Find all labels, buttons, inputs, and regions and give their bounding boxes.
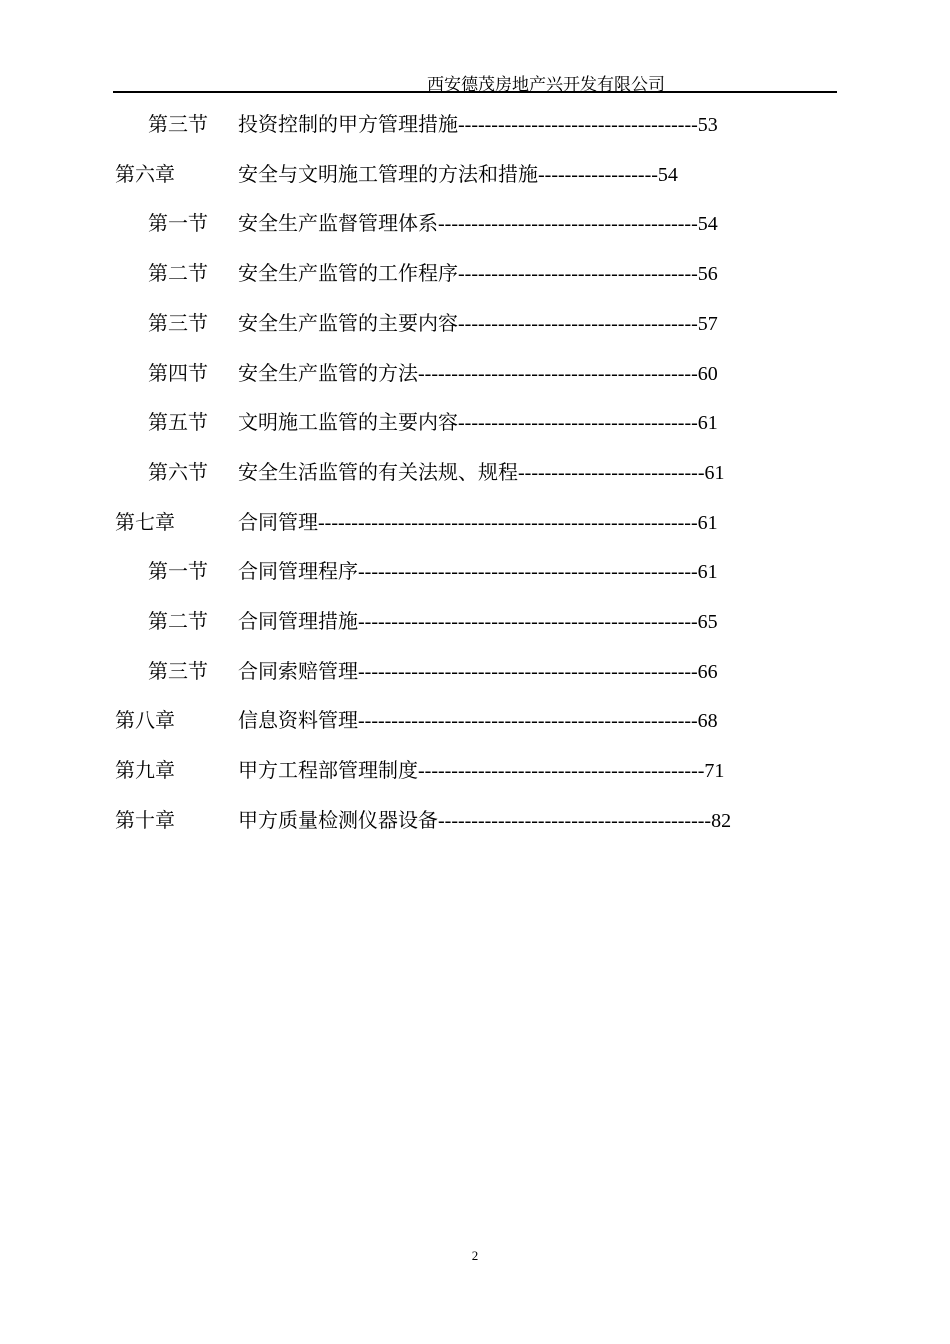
toc-entry-title-line: [238, 605, 718, 634]
toc-section-number: 第一节: [148, 559, 208, 584]
toc-section-number: 第三节: [148, 310, 208, 335]
toc-entry-leader-page: ---------------------------------------------------------61: [318, 511, 718, 534]
toc-entry-title-line: [238, 257, 718, 286]
header-rule: [113, 91, 837, 93]
toc-chapter-number: 第十章: [115, 807, 175, 832]
toc-entry-title: 安全生产监管的主要内容: [238, 310, 458, 335]
toc-entry-leader-page: ---------------------------------------54: [438, 213, 718, 236]
toc-entry-leader-page: ------------------------------------61: [458, 412, 718, 435]
toc-section-number: 第三节: [148, 658, 208, 683]
toc-entry-leader-page: ------------------------------------56: [458, 263, 718, 286]
toc-entry-title: 合同管理: [238, 509, 318, 534]
toc-entry-leader-page: ------------------------------------------60: [418, 362, 718, 385]
toc-entry-leader-page: ------------------------------------57: [458, 312, 718, 335]
toc-entry-title: 合同索赔管理: [238, 658, 358, 683]
page-header-company: 西安德茂房地产兴开发有限公司: [427, 75, 665, 95]
toc-section-number: 第二节: [148, 609, 208, 633]
toc-entry-title: 甲方质量检测仪器设备: [238, 807, 438, 832]
toc-entry-title-line: [238, 307, 718, 336]
toc-section-number: 第六节: [148, 459, 208, 484]
toc-entry-leader-page: ------------------54: [538, 163, 678, 186]
toc-section-number: 第三节: [148, 112, 208, 136]
toc-entry-title: 安全生产监督管理体系: [238, 211, 438, 236]
toc-entry-title-line: [238, 555, 718, 584]
toc-entry-title: 甲方工程部管理制度: [238, 758, 418, 783]
toc-section-number: 第五节: [148, 410, 208, 435]
toc-section-number: 第四节: [148, 360, 208, 385]
toc-chapter-number: 第七章: [115, 509, 175, 534]
toc-entry-title-line: [238, 704, 718, 733]
toc-entry-leader-page: ----------------------------61: [518, 461, 725, 484]
toc-entry-title-line: [238, 158, 678, 187]
page-number: 2: [471, 1248, 479, 1263]
toc-entry-title-line: [238, 655, 718, 684]
toc-entry-title-line: [238, 804, 731, 833]
toc-entry-leader-page: ------------------------------------53: [458, 114, 718, 136]
toc-entry-title-line: [238, 754, 724, 783]
toc-entry-title-line: [238, 406, 718, 435]
toc-entry-title: 合同管理程序: [238, 559, 358, 584]
toc-section-number: 第一节: [148, 211, 208, 236]
toc-entry-title: 安全生产监管的方法: [238, 360, 418, 385]
toc-entry-title: 安全生产监管的工作程序: [238, 261, 458, 286]
toc-section-number: 第二节: [148, 261, 208, 286]
toc-entry-title-line: [238, 456, 724, 485]
toc-chapter-number: 第八章: [115, 708, 175, 733]
toc-entry-title: 合同管理措施: [238, 609, 358, 633]
toc-entry-leader-page: -------------------------------------------71: [418, 760, 725, 783]
toc-entry-title: 信息资料管理: [238, 708, 358, 733]
toc-entry-leader-page: ---------------------------------------------------61: [358, 561, 718, 584]
toc-entry-leader-page: ---------------------------------------------------65: [358, 611, 718, 633]
toc-chapter-number: 第六章: [115, 161, 175, 186]
toc-entry-leader-page: ---------------------------------------------------68: [358, 710, 718, 733]
toc-entry-title: 安全与文明施工管理的方法和措施: [238, 161, 538, 186]
toc-entry-title: 安全生活监管的有关法规、规程: [238, 459, 518, 484]
toc-entry-title-line: [238, 108, 718, 137]
toc-entry-leader-page: ---------------------------------------------------66: [358, 660, 718, 683]
toc-entry-title-line: [238, 506, 718, 535]
toc-entry-title-line: [238, 357, 718, 386]
toc-entry-title: 投资控制的甲方管理措施: [238, 112, 458, 136]
toc-entry-leader-page: -----------------------------------------82: [438, 809, 732, 832]
toc-entry-title: 文明施工监管的主要内容: [238, 410, 458, 435]
toc-entry-title-line: [238, 207, 718, 236]
toc-chapter-number: 第九章: [115, 758, 175, 783]
